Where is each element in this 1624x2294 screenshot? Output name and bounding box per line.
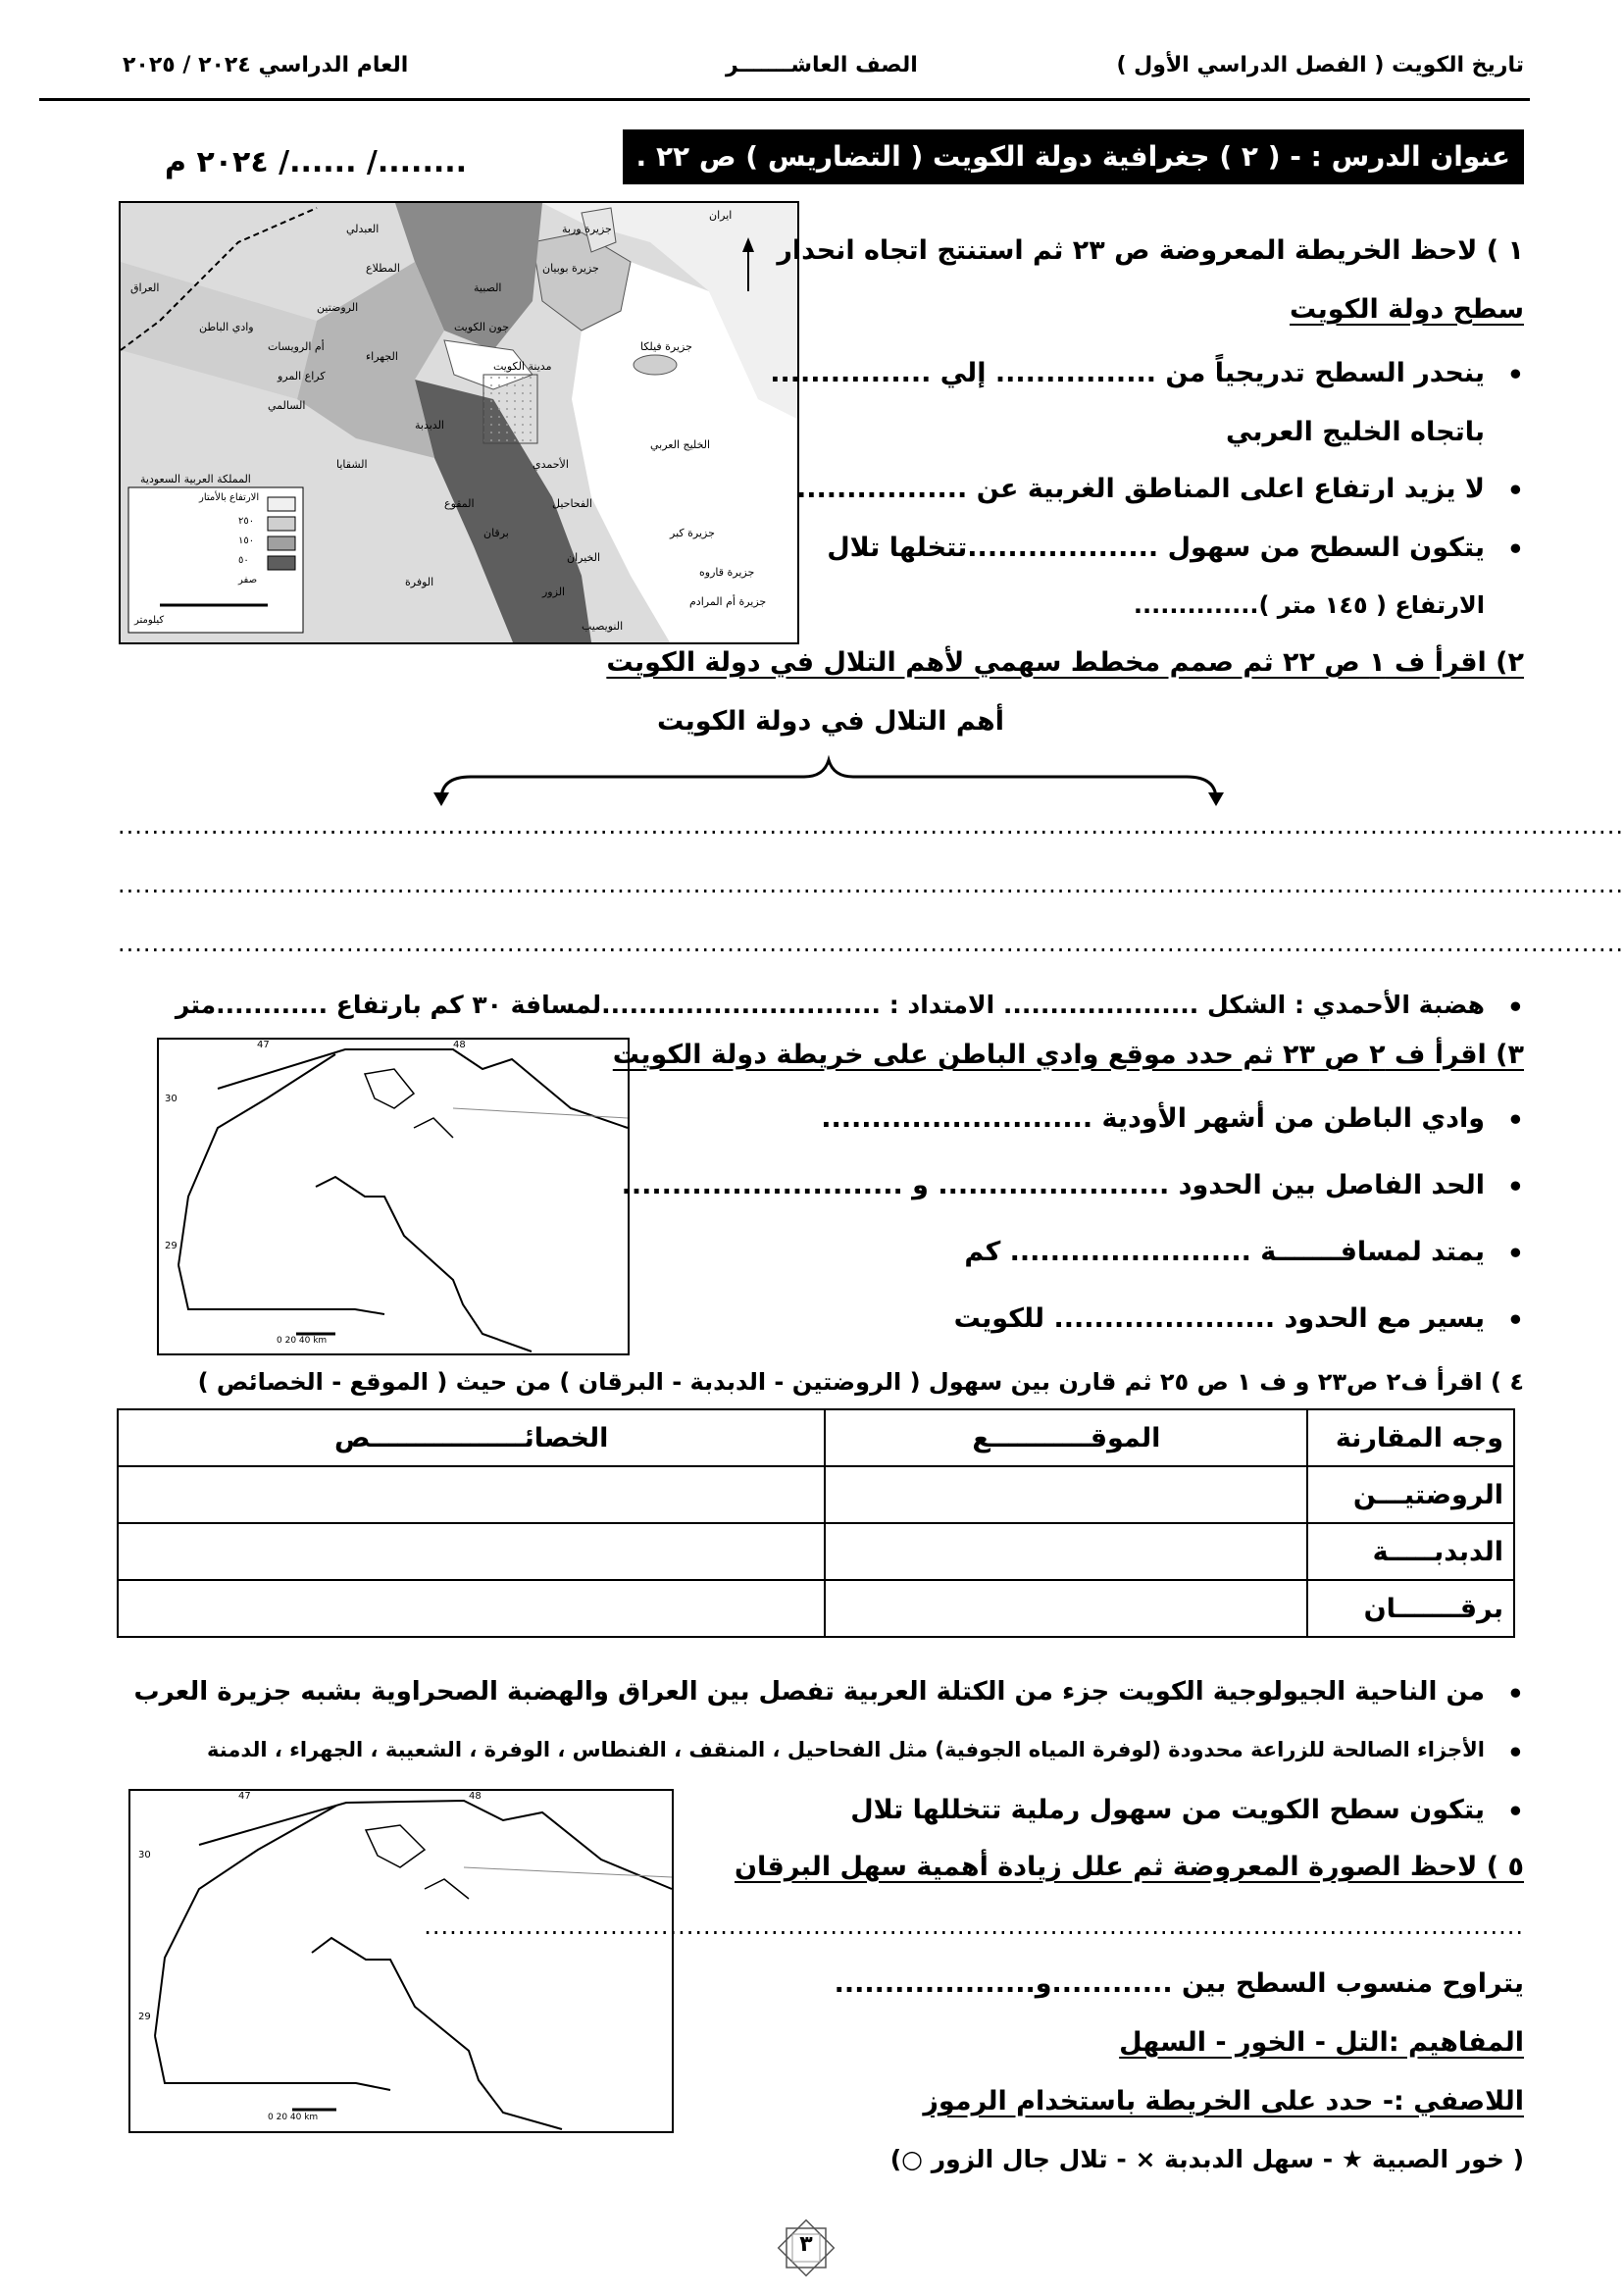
grid-label: 30 [165,1094,178,1104]
table-row [118,1523,1514,1580]
bullet-icon: • [1506,1239,1524,1269]
legend-title: الارتفاع بالأمتار [199,492,260,503]
map-label: جزيرة أم المرادم [689,595,767,608]
q1-b3a: يتكون السطح من سهول ...................تتخلها تلال [827,533,1485,563]
q3-line: ٣) اقرأ ف ٢ ص ٢٣ ثم حدد موقع وادي الباطن على خريطة دولة الكويت [612,1040,1524,1070]
grid-label: 48 [453,1040,466,1050]
map-label: جزيرة كبر [670,527,715,539]
map-label: الروضتين [317,301,359,314]
legend-item: ٢٥٠ [238,516,255,527]
map-label: الخليج العربي [650,438,711,451]
scale-label: 0 20 40 km [268,2113,319,2122]
table-header-row [118,1409,1514,1466]
map-label: المقوع [444,497,475,510]
bullet-icon: • [1506,1105,1524,1136]
q2-line: ٢) اقرأ ف ١ ص ٢٢ ثم صمم مخطط سهمي لأهم التلال في دولة الكويت [606,647,1524,678]
map-label: الدبدبة [415,419,444,432]
table-cell[interactable] [118,1580,825,1637]
fact-1: من الناحية الجيولوجية الكويت جزء من الكتلة العربية تفصل بين العراق والهضبة الصحراوية بشبه جزيرة العرب [133,1677,1485,1707]
map-label: جزيرة قاروه [699,566,755,579]
header-year: العام الدراسي ٢٠٢٤ / ٢٠٢٥ [123,53,409,77]
q5-extra: اللاصفي :- حدد على الخريطة باستخدام الرموز [923,2086,1524,2116]
bullet-icon: • [1506,476,1524,506]
table-cell[interactable] [118,1523,825,1580]
lesson-date: ......../ ....../ ٢٠٢٤ م [165,145,468,179]
q5-range: يتراوح منسوب السطح بين ............و.................... [834,1968,1524,1999]
scale-label: كيلومتر [134,615,165,626]
table-cell[interactable] [118,1466,825,1523]
map-label: العبدلي [346,223,380,235]
q5-symbols: ( خور الصبية ★ - سهل الدبدبة × - تلال جال الزور ○) [889,2145,1524,2173]
bullet-icon: • [1506,1679,1524,1709]
map-label: الخيران [567,551,601,564]
map-label: الشقايا [336,458,368,471]
bullet-icon: • [1506,360,1524,390]
map-label: النويصيب [582,620,624,633]
legend-item: ٥٠ [238,555,249,566]
relief-map-graphic [121,203,797,642]
q3-b4: يسير مع الحدود ...................... للكويت [953,1303,1485,1334]
grid-label: 48 [469,1791,482,1802]
grid-label: 29 [138,2012,151,2022]
scale-label: 0 20 40 km [277,1336,328,1346]
arrow-head-icon [433,792,449,806]
map-label: الفحاحيل [552,497,592,510]
diagram-title: أهم التلال في دولة الكويت [657,706,1004,737]
bullet-icon: • [1506,535,1524,565]
answer-line[interactable]: .................................................................................................................................................................................. [118,871,1624,898]
fact-3: يتكون سطح الكويت من سهول رملية تتخللها تلال [850,1795,1485,1825]
q4-line: ٤ ) اقرأ ف٢ ص٢٣ و ف ١ ص ٢٥ ثم قارن بين سهول ( الروضتين - الدبدبة - البرقان ) من حيث ( الموقع - الخصائص ) [197,1368,1524,1396]
brace-arrow [431,755,1226,814]
map-label: الزور [542,586,566,598]
fact-2: الأجزاء الصالحة للزراعة محدودة (لوفرة المياه الجوفية) مثل الفحاحيل ، المنقف ، الفنطاس ، الوفرة ، الشعيبة ، الجهراء ، الدمنة [207,1738,1485,1761]
lesson-title: عنوان الدرس : - ( ٢ ) جغرافية دولة الكويت ( التضاريس ) ص ٢٢ . [623,129,1524,184]
map-label: الأحمدي [533,458,569,471]
table-row-label: الدبدبـــــة [1307,1523,1514,1580]
q3-b1: وادي الباطن من أشهر الأودية ........................... [821,1103,1485,1134]
map-label: جزيرة بوبيان [542,262,599,275]
ahmadi-line: هضبة الأحمدي : الشكل ..................... الامتداد : ..............................لمسافة ٣٠ كم بارتفاع ............متر [175,991,1485,1019]
table-row [118,1466,1514,1523]
relief-map [119,201,799,644]
answer-line[interactable]: .................................................................................................................................................................................. [118,930,1624,957]
answer-line[interactable]: .................................................................................................................................. [424,1912,1524,1940]
map-label: مدينة الكويت [493,360,552,373]
table-row-label: برقـــــــان [1307,1580,1514,1637]
page-number-badge [777,2218,836,2277]
q1-line1: ١ ) لاحظ الخريطة المعروضة ص ٢٣ ثم استنتج اتجاه انحدار [777,235,1524,266]
map-label: الصبية [474,281,502,294]
map-label: السالمي [268,399,306,412]
table-header: الخصائـــــــــــــــــص [118,1409,825,1466]
bullet-icon: • [1506,1305,1524,1336]
q1-b2: لا يزيد ارتفاع اعلى المناطق الغربية عن ................. [795,474,1485,504]
legend-item: ١٥٠ [238,535,255,546]
bullet-icon: • [1506,1738,1524,1768]
map-label: جزيرة وربة [562,223,612,235]
header-divider [39,98,1530,101]
map-label: الوفرة [405,576,434,588]
outline-map-2 [128,1789,674,2133]
bullet-icon: • [1506,993,1524,1023]
q5-line: ٥ ) لاحظ الصورة المعروضة ثم علل زيادة أهمية سهل البرقان [735,1852,1524,1882]
page-number: ٣ [799,2232,813,2257]
map-label: ايران [709,209,733,222]
outline-map-1-graphic [159,1040,628,1353]
q5-concepts: المفاهيم :التل - الخور - السهل [1119,2027,1524,2058]
grid-label: 47 [238,1791,251,1802]
grid-label: 29 [165,1241,178,1251]
bullet-icon: • [1506,1172,1524,1202]
map-label: المطلاع [366,262,400,275]
answer-line[interactable]: .................................................................................................................................................................................. [118,812,1624,840]
comparison-table [117,1408,1515,1638]
q1-b1b: باتجاه الخليج العربي [1226,417,1485,447]
map-label: أم الرويسات [268,340,325,353]
outline-map-1 [157,1038,630,1355]
table-row [118,1580,1514,1637]
bullet-icon: • [1506,1797,1524,1827]
map-label: المملكة العربية السعودية [140,473,251,485]
table-cell[interactable] [825,1523,1307,1580]
legend-item: صفر [238,575,258,586]
grid-label: 30 [138,1850,151,1861]
table-cell[interactable] [825,1466,1307,1523]
q1-b1a: ينحدر السطح تدريجياً من ................ إلي ................ [770,358,1485,388]
table-row-label: الروضتيـــن [1307,1466,1514,1523]
arrow-head-icon [1208,792,1224,806]
q1-line2: سطح دولة الكويت [1289,294,1524,325]
grid-label: 47 [257,1040,270,1050]
header-subject: تاريخ الكويت ( الفصل الدراسي الأول ) [1116,53,1524,77]
map-label: كراع المرو [278,370,326,382]
map-label: العراق [130,281,160,294]
map-label: جون الكويت [454,321,510,333]
q3-b3: يمتد لمسافـــــــة ........................ كم [964,1237,1485,1267]
map-label: جزيرة فيلكا [640,340,692,353]
table-header: الموقـــــــــــع [825,1409,1307,1466]
q3-b2: الحد الفاصل بين الحدود ....................... و ............................ [621,1170,1485,1200]
outline-map-2-graphic [130,1791,672,2131]
map-label: الجهراء [366,350,398,363]
table-header: وجه المقارنة [1307,1409,1514,1466]
table-cell[interactable] [825,1580,1307,1637]
map-label: وادي الباطن [199,321,254,333]
q1-b3b: الارتفاع ( ١٤٥ متر ).............. [1133,591,1485,619]
header-grade: الصف العاشـــــــر [726,53,918,77]
map-label: برقان [483,527,509,539]
